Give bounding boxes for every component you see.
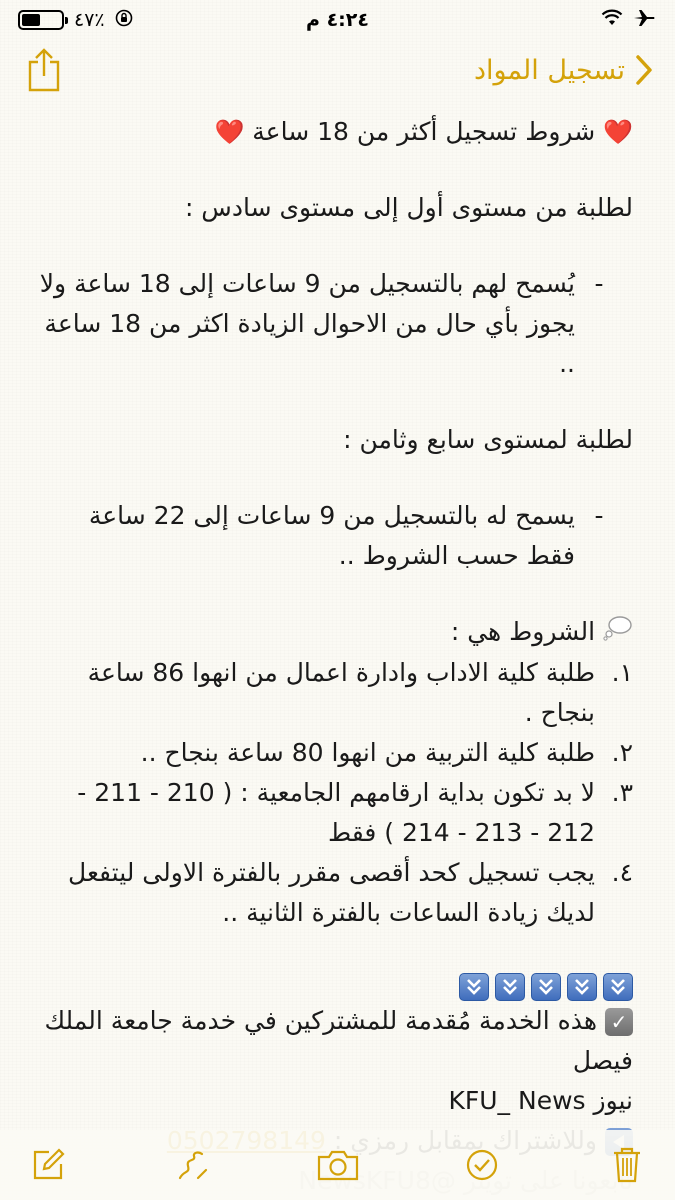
camera-icon xyxy=(316,1148,360,1182)
down-arrows-row xyxy=(33,973,633,1001)
checklist-button[interactable] xyxy=(460,1143,504,1187)
thought-bubble-icon xyxy=(603,613,633,653)
battery-percent: ٤٧٪ xyxy=(74,9,105,31)
airplane-mode-icon xyxy=(633,8,657,33)
double-down-arrow-icon xyxy=(531,973,561,1001)
section1-bullet xyxy=(33,264,633,384)
condition-item xyxy=(33,853,633,933)
note-title-text: شروط تسجيل أكثر من 18 ساعة xyxy=(252,117,596,146)
camera-button[interactable] xyxy=(316,1143,360,1187)
condition-item xyxy=(33,733,633,773)
condition-item xyxy=(33,773,633,853)
status-bar xyxy=(0,0,675,40)
checkmark-circle-icon xyxy=(465,1148,499,1182)
share-button[interactable] xyxy=(22,46,66,94)
heart-icon: ❤️ xyxy=(214,118,245,146)
bullet-dash: - xyxy=(594,269,604,298)
section1-heading: لطلبة من مستوى أول إلى مستوى سادس : xyxy=(184,193,633,222)
wifi-icon xyxy=(601,9,623,32)
navigation-bar xyxy=(0,40,675,100)
conditions-heading xyxy=(33,612,633,653)
condition-number: ٢. xyxy=(611,738,633,767)
squiggle-pen-icon xyxy=(176,1148,210,1182)
service-text: هذه الخدمة مُقدمة للمشتركين في خدمة جامعة الملك فيصل xyxy=(44,1006,633,1075)
double-down-arrow-icon xyxy=(603,973,633,1001)
condition-number: ٤. xyxy=(611,858,633,887)
double-down-arrow-icon xyxy=(495,973,525,1001)
share-icon xyxy=(27,48,61,92)
condition-number: ٣. xyxy=(611,778,633,807)
note-title xyxy=(33,112,633,152)
condition-text: طلبة كلية الاداب وادارة اعمال من انهوا 86 ساعة بنجاح . xyxy=(87,658,595,727)
delete-button[interactable] xyxy=(605,1143,649,1187)
heart-icon: ❤️ xyxy=(603,118,633,146)
condition-text: طلبة كلية التربية من انهوا 80 ساعة بنجاح .. xyxy=(140,738,595,767)
condition-text: لا بد تكون بداية ارقامهم الجامعية : ( 210 - 211 - 212 - 213 - 214 ) فقط xyxy=(77,778,595,847)
bullet-text: يُسمح لهم بالتسجيل من 9 ساعات إلى 18 ساعة ولا يجوز بأي حال من الاحوال الزيادة اكثر من 18 ساعة .. xyxy=(39,269,575,378)
chevron-right-icon xyxy=(635,54,653,86)
sketch-button[interactable] xyxy=(171,1143,215,1187)
service-line xyxy=(33,1001,633,1081)
section2-heading: لطلبة لمستوى سابع وثامن : xyxy=(343,425,633,454)
status-left xyxy=(18,9,133,32)
double-down-arrow-icon xyxy=(567,973,597,1001)
service-line-2: نيوز KFU_ News xyxy=(448,1086,633,1115)
clock: ٤:٢٤ م xyxy=(306,9,369,31)
conditions-heading-text: الشروط هي : xyxy=(450,617,596,646)
compose-icon xyxy=(31,1148,65,1182)
compose-button[interactable] xyxy=(26,1143,70,1187)
status-right xyxy=(601,8,657,33)
battery-icon xyxy=(18,10,64,30)
note-body[interactable] xyxy=(33,112,633,1200)
orientation-lock-icon xyxy=(115,9,133,32)
double-down-arrow-icon xyxy=(459,973,489,1001)
condition-text: يجب تسجيل كحد أقصى مقرر بالفترة الاولى ليتفعل لديك زيادة الساعات بالفترة الثانية .. xyxy=(68,858,595,927)
condition-number: ١. xyxy=(611,658,633,687)
trash-icon xyxy=(611,1146,643,1184)
bottom-toolbar xyxy=(0,1130,675,1200)
condition-item xyxy=(33,653,633,733)
back-button[interactable] xyxy=(474,54,653,86)
battery-level xyxy=(22,14,40,26)
checkmark-box-icon: ✓ xyxy=(605,1008,633,1036)
back-label: تسجيل المواد xyxy=(473,54,625,86)
section2-bullet xyxy=(33,496,633,576)
bullet-text: يسمح له بالتسجيل من 9 ساعات إلى 22 ساعة فقط حسب الشروط .. xyxy=(88,501,575,570)
bullet-dash: - xyxy=(594,501,604,530)
